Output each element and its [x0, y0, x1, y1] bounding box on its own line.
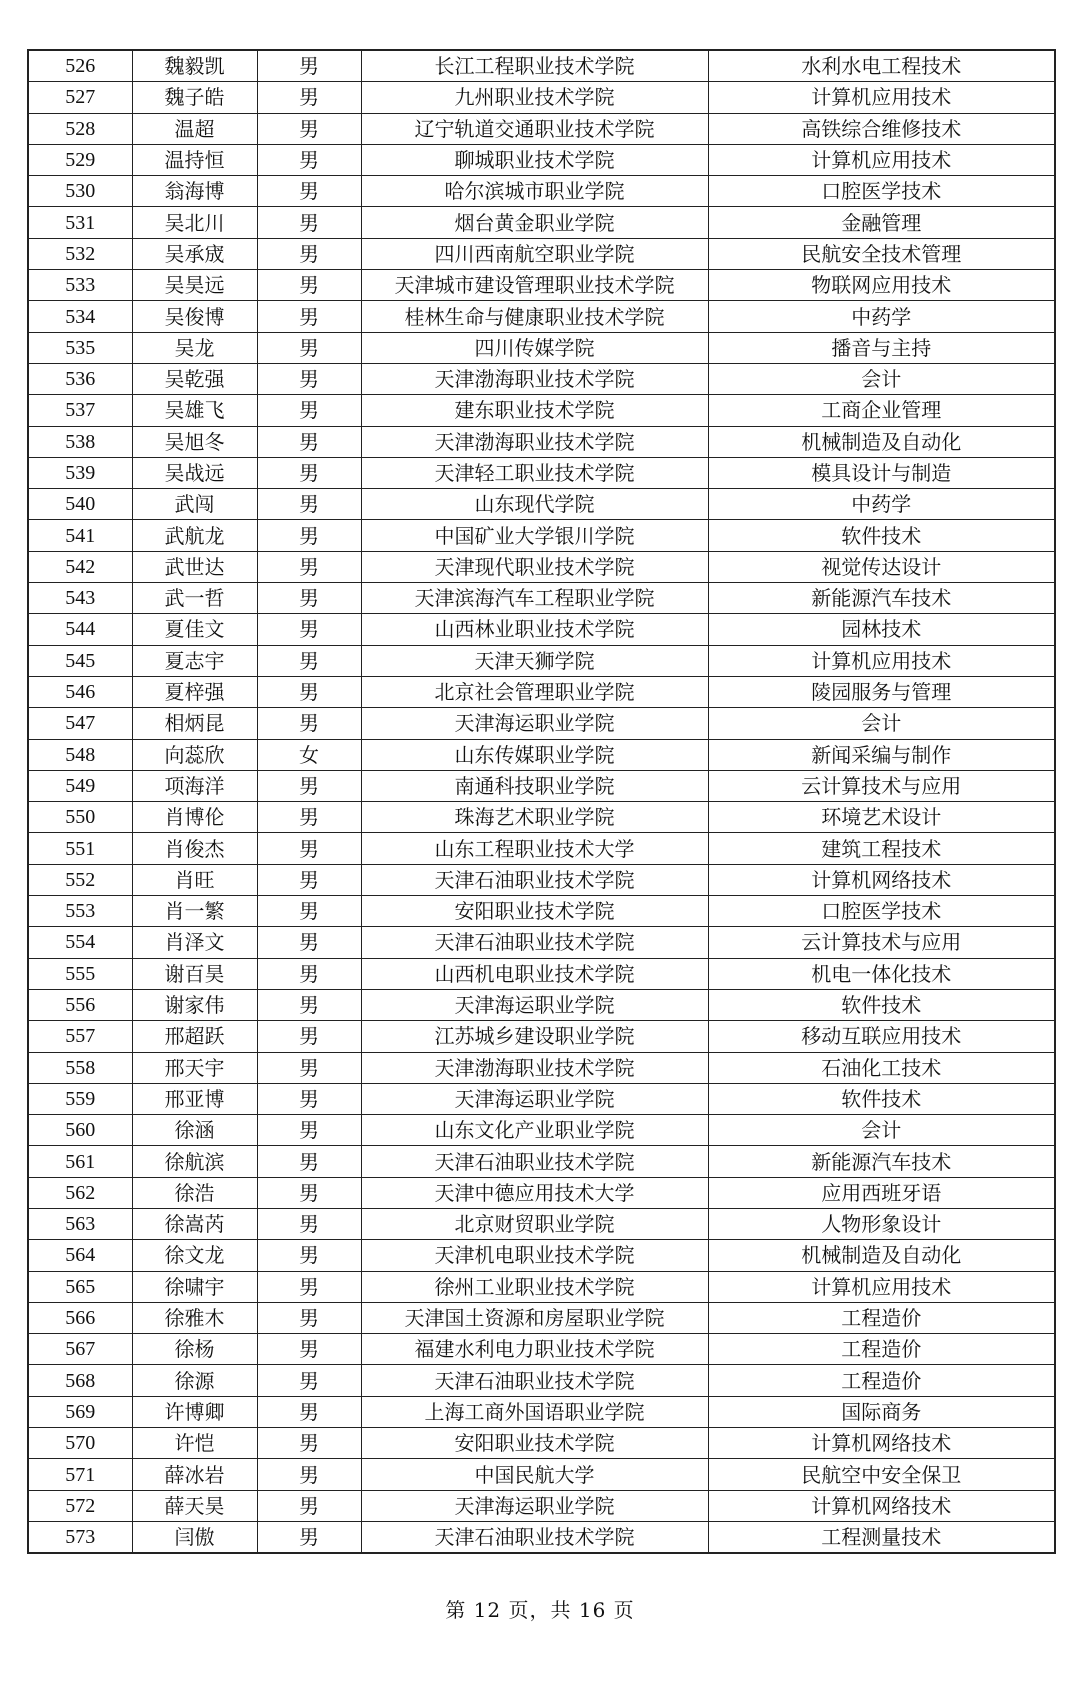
cell-gender: 男 — [257, 927, 361, 958]
cell-name: 吴北川 — [132, 207, 257, 238]
cell-name: 吴旭冬 — [132, 426, 257, 457]
cell-number: 542 — [28, 551, 132, 582]
cell-name: 徐杨 — [132, 1334, 257, 1365]
cell-gender: 男 — [257, 1115, 361, 1146]
roster-table — [27, 49, 1056, 1554]
cell-school: 天津国土资源和房屋职业学院 — [361, 1302, 708, 1333]
cell-number: 564 — [28, 1240, 132, 1271]
cell-gender: 男 — [257, 1177, 361, 1208]
cell-number: 565 — [28, 1271, 132, 1302]
cell-major: 云计算技术与应用 — [708, 770, 1055, 801]
cell-school: 聊城职业技术学院 — [361, 144, 708, 175]
table-row — [28, 144, 1055, 175]
table-row — [28, 1052, 1055, 1083]
cell-gender: 男 — [257, 551, 361, 582]
cell-major: 播音与主持 — [708, 332, 1055, 363]
cell-gender: 男 — [257, 1365, 361, 1396]
cell-major: 金融管理 — [708, 207, 1055, 238]
cell-school: 天津石油职业技术学院 — [361, 1146, 708, 1177]
cell-name: 吴雄飞 — [132, 395, 257, 426]
cell-number: 532 — [28, 238, 132, 269]
cell-school: 烟台黄金职业学院 — [361, 207, 708, 238]
cell-gender: 男 — [257, 1396, 361, 1427]
table-row — [28, 1490, 1055, 1521]
cell-number: 551 — [28, 833, 132, 864]
cell-gender: 男 — [257, 1083, 361, 1114]
cell-name: 闫傲 — [132, 1521, 257, 1553]
table-row — [28, 676, 1055, 707]
cell-name: 翁海博 — [132, 176, 257, 207]
table-row — [28, 489, 1055, 520]
cell-major: 计算机应用技术 — [708, 645, 1055, 676]
cell-school: 天津滨海汽车工程职业学院 — [361, 583, 708, 614]
cell-name: 肖俊杰 — [132, 833, 257, 864]
cell-school: 北京财贸职业学院 — [361, 1208, 708, 1239]
cell-gender: 男 — [257, 1208, 361, 1239]
table-row — [28, 833, 1055, 864]
table-row — [28, 426, 1055, 457]
cell-number: 553 — [28, 896, 132, 927]
cell-gender: 男 — [257, 770, 361, 801]
cell-number: 563 — [28, 1208, 132, 1239]
table-row — [28, 1083, 1055, 1114]
table-row — [28, 332, 1055, 363]
cell-gender: 男 — [257, 614, 361, 645]
cell-number: 543 — [28, 583, 132, 614]
table-row — [28, 82, 1055, 113]
cell-gender: 男 — [257, 457, 361, 488]
cell-name: 肖博伦 — [132, 802, 257, 833]
cell-school: 北京社会管理职业学院 — [361, 676, 708, 707]
cell-major: 环境艺术设计 — [708, 802, 1055, 833]
cell-school: 天津现代职业技术学院 — [361, 551, 708, 582]
cell-school: 天津海运职业学院 — [361, 1083, 708, 1114]
cell-number: 548 — [28, 739, 132, 770]
table-row — [28, 551, 1055, 582]
table-row — [28, 1271, 1055, 1302]
cell-gender: 男 — [257, 395, 361, 426]
table-row — [28, 1021, 1055, 1052]
cell-name: 徐浩 — [132, 1177, 257, 1208]
cell-name: 薛冰岩 — [132, 1459, 257, 1490]
cell-number: 536 — [28, 363, 132, 394]
cell-name: 薛天昊 — [132, 1490, 257, 1521]
cell-number: 539 — [28, 457, 132, 488]
cell-major: 国际商务 — [708, 1396, 1055, 1427]
cell-major: 应用西班牙语 — [708, 1177, 1055, 1208]
cell-gender: 男 — [257, 1521, 361, 1553]
cell-major: 民航空中安全保卫 — [708, 1459, 1055, 1490]
cell-number: 528 — [28, 113, 132, 144]
cell-gender: 男 — [257, 1334, 361, 1365]
cell-name: 武闯 — [132, 489, 257, 520]
cell-name: 许博卿 — [132, 1396, 257, 1427]
cell-major: 工程造价 — [708, 1365, 1055, 1396]
cell-major: 会计 — [708, 1115, 1055, 1146]
cell-major: 中药学 — [708, 301, 1055, 332]
cell-gender: 女 — [257, 739, 361, 770]
cell-number: 534 — [28, 301, 132, 332]
cell-major: 视觉传达设计 — [708, 551, 1055, 582]
cell-major: 计算机网络技术 — [708, 1428, 1055, 1459]
cell-major: 机械制造及自动化 — [708, 426, 1055, 457]
cell-school: 四川传媒学院 — [361, 332, 708, 363]
cell-gender: 男 — [257, 113, 361, 144]
cell-school: 长江工程职业技术学院 — [361, 50, 708, 82]
cell-major: 石油化工技术 — [708, 1052, 1055, 1083]
cell-number: 570 — [28, 1428, 132, 1459]
roster-table-body — [28, 50, 1055, 1553]
cell-school: 天津石油职业技术学院 — [361, 864, 708, 895]
cell-school: 山西机电职业技术学院 — [361, 958, 708, 989]
cell-school: 天津中德应用技术大学 — [361, 1177, 708, 1208]
cell-name: 徐嵩芮 — [132, 1208, 257, 1239]
cell-school: 南通科技职业学院 — [361, 770, 708, 801]
cell-name: 许恺 — [132, 1428, 257, 1459]
cell-school: 山东文化产业职业学院 — [361, 1115, 708, 1146]
cell-name: 邢超跃 — [132, 1021, 257, 1052]
cell-gender: 男 — [257, 833, 361, 864]
cell-gender: 男 — [257, 1271, 361, 1302]
cell-school: 江苏城乡建设职业学院 — [361, 1021, 708, 1052]
cell-name: 吴乾强 — [132, 363, 257, 394]
cell-name: 吴昊远 — [132, 270, 257, 301]
cell-school: 四川西南航空职业学院 — [361, 238, 708, 269]
cell-name: 项海洋 — [132, 770, 257, 801]
table-row — [28, 989, 1055, 1020]
table-row — [28, 301, 1055, 332]
table-row — [28, 1428, 1055, 1459]
cell-school: 天津渤海职业技术学院 — [361, 363, 708, 394]
table-row — [28, 739, 1055, 770]
cell-name: 夏梓强 — [132, 676, 257, 707]
cell-gender: 男 — [257, 1052, 361, 1083]
cell-gender: 男 — [257, 270, 361, 301]
cell-number: 573 — [28, 1521, 132, 1553]
table-row — [28, 113, 1055, 144]
cell-school: 山东工程职业技术大学 — [361, 833, 708, 864]
cell-school: 福建水利电力职业技术学院 — [361, 1334, 708, 1365]
cell-number: 559 — [28, 1083, 132, 1114]
page-number-footer: 第 12 页，共 16 页 — [445, 1598, 635, 1622]
cell-gender: 男 — [257, 332, 361, 363]
cell-major: 云计算技术与应用 — [708, 927, 1055, 958]
cell-school: 徐州工业职业技术学院 — [361, 1271, 708, 1302]
cell-school: 哈尔滨城市职业学院 — [361, 176, 708, 207]
cell-gender: 男 — [257, 864, 361, 895]
cell-gender: 男 — [257, 489, 361, 520]
cell-major: 口腔医学技术 — [708, 176, 1055, 207]
cell-number: 567 — [28, 1334, 132, 1365]
cell-major: 会计 — [708, 708, 1055, 739]
cell-name: 谢家伟 — [132, 989, 257, 1020]
cell-major: 园林技术 — [708, 614, 1055, 645]
cell-number: 537 — [28, 395, 132, 426]
cell-school: 辽宁轨道交通职业技术学院 — [361, 113, 708, 144]
cell-number: 530 — [28, 176, 132, 207]
cell-name: 徐雅木 — [132, 1302, 257, 1333]
cell-major: 新能源汽车技术 — [708, 583, 1055, 614]
cell-number: 571 — [28, 1459, 132, 1490]
cell-gender: 男 — [257, 1146, 361, 1177]
cell-major: 高铁综合维修技术 — [708, 113, 1055, 144]
cell-name: 夏佳文 — [132, 614, 257, 645]
cell-gender: 男 — [257, 50, 361, 82]
cell-school: 山东现代学院 — [361, 489, 708, 520]
cell-school: 安阳职业技术学院 — [361, 1428, 708, 1459]
cell-gender: 男 — [257, 363, 361, 394]
cell-number: 557 — [28, 1021, 132, 1052]
cell-gender: 男 — [257, 301, 361, 332]
cell-name: 温持恒 — [132, 144, 257, 175]
table-row — [28, 708, 1055, 739]
cell-gender: 男 — [257, 82, 361, 113]
table-row — [28, 958, 1055, 989]
table-row — [28, 1208, 1055, 1239]
cell-number: 541 — [28, 520, 132, 551]
cell-gender: 男 — [257, 1302, 361, 1333]
cell-major: 人物形象设计 — [708, 1208, 1055, 1239]
table-row — [28, 176, 1055, 207]
table-row — [28, 802, 1055, 833]
table-row — [28, 1240, 1055, 1271]
table-row — [28, 1521, 1055, 1553]
cell-number: 549 — [28, 770, 132, 801]
cell-school: 建东职业技术学院 — [361, 395, 708, 426]
cell-number: 550 — [28, 802, 132, 833]
cell-name: 邢天宇 — [132, 1052, 257, 1083]
cell-gender: 男 — [257, 958, 361, 989]
cell-gender: 男 — [257, 1240, 361, 1271]
table-row — [28, 207, 1055, 238]
cell-school: 天津海运职业学院 — [361, 989, 708, 1020]
cell-gender: 男 — [257, 1428, 361, 1459]
table-row — [28, 770, 1055, 801]
cell-number: 560 — [28, 1115, 132, 1146]
table-row — [28, 1334, 1055, 1365]
cell-gender: 男 — [257, 520, 361, 551]
table-row — [28, 896, 1055, 927]
cell-name: 肖一繁 — [132, 896, 257, 927]
cell-gender: 男 — [257, 207, 361, 238]
cell-name: 吴俊博 — [132, 301, 257, 332]
cell-number: 572 — [28, 1490, 132, 1521]
cell-major: 软件技术 — [708, 989, 1055, 1020]
cell-school: 天津海运职业学院 — [361, 708, 708, 739]
table-row — [28, 1146, 1055, 1177]
cell-school: 天津石油职业技术学院 — [361, 1365, 708, 1396]
cell-school: 天津石油职业技术学院 — [361, 927, 708, 958]
cell-school: 中国矿业大学银川学院 — [361, 520, 708, 551]
cell-number: 558 — [28, 1052, 132, 1083]
cell-school: 天津机电职业技术学院 — [361, 1240, 708, 1271]
cell-major: 工程造价 — [708, 1334, 1055, 1365]
cell-name: 徐源 — [132, 1365, 257, 1396]
cell-gender: 男 — [257, 426, 361, 457]
cell-school: 山东传媒职业学院 — [361, 739, 708, 770]
cell-number: 556 — [28, 989, 132, 1020]
cell-major: 软件技术 — [708, 520, 1055, 551]
cell-name: 温超 — [132, 113, 257, 144]
cell-major: 民航安全技术管理 — [708, 238, 1055, 269]
cell-school: 天津渤海职业技术学院 — [361, 1052, 708, 1083]
cell-gender: 男 — [257, 583, 361, 614]
cell-name: 魏毅凯 — [132, 50, 257, 82]
cell-number: 566 — [28, 1302, 132, 1333]
cell-gender: 男 — [257, 238, 361, 269]
cell-gender: 男 — [257, 989, 361, 1020]
cell-name: 邢亚博 — [132, 1083, 257, 1114]
cell-major: 工程测量技术 — [708, 1521, 1055, 1553]
table-row — [28, 1459, 1055, 1490]
cell-number: 569 — [28, 1396, 132, 1427]
cell-major: 软件技术 — [708, 1083, 1055, 1114]
cell-major: 模具设计与制造 — [708, 457, 1055, 488]
cell-major: 工程造价 — [708, 1302, 1055, 1333]
cell-major: 会计 — [708, 363, 1055, 394]
cell-name: 魏子皓 — [132, 82, 257, 113]
cell-name: 吴承宬 — [132, 238, 257, 269]
cell-major: 新能源汽车技术 — [708, 1146, 1055, 1177]
cell-gender: 男 — [257, 144, 361, 175]
cell-gender: 男 — [257, 1490, 361, 1521]
table-row — [28, 614, 1055, 645]
cell-major: 移动互联应用技术 — [708, 1021, 1055, 1052]
cell-school: 天津天狮学院 — [361, 645, 708, 676]
cell-name: 吴龙 — [132, 332, 257, 363]
cell-school: 中国民航大学 — [361, 1459, 708, 1490]
cell-gender: 男 — [257, 896, 361, 927]
table-row — [28, 457, 1055, 488]
cell-name: 武航龙 — [132, 520, 257, 551]
cell-gender: 男 — [257, 176, 361, 207]
cell-number: 568 — [28, 1365, 132, 1396]
cell-major: 陵园服务与管理 — [708, 676, 1055, 707]
cell-name: 徐文龙 — [132, 1240, 257, 1271]
cell-number: 554 — [28, 927, 132, 958]
cell-school: 上海工商外国语职业学院 — [361, 1396, 708, 1427]
table-row — [28, 927, 1055, 958]
cell-number: 540 — [28, 489, 132, 520]
table-row — [28, 50, 1055, 82]
cell-number: 527 — [28, 82, 132, 113]
table-row — [28, 238, 1055, 269]
cell-major: 新闻采编与制作 — [708, 739, 1055, 770]
cell-major: 计算机网络技术 — [708, 864, 1055, 895]
cell-number: 545 — [28, 645, 132, 676]
cell-gender: 男 — [257, 802, 361, 833]
cell-gender: 男 — [257, 676, 361, 707]
table-row — [28, 1177, 1055, 1208]
cell-gender: 男 — [257, 708, 361, 739]
cell-number: 529 — [28, 144, 132, 175]
table-row — [28, 363, 1055, 394]
table-row — [28, 583, 1055, 614]
cell-school: 安阳职业技术学院 — [361, 896, 708, 927]
cell-name: 武一哲 — [132, 583, 257, 614]
cell-name: 徐啸宇 — [132, 1271, 257, 1302]
cell-number: 546 — [28, 676, 132, 707]
table-row — [28, 645, 1055, 676]
cell-school: 天津轻工职业技术学院 — [361, 457, 708, 488]
cell-major: 计算机应用技术 — [708, 1271, 1055, 1302]
cell-number: 555 — [28, 958, 132, 989]
cell-major: 计算机应用技术 — [708, 82, 1055, 113]
cell-major: 机电一体化技术 — [708, 958, 1055, 989]
table-row — [28, 864, 1055, 895]
cell-number: 531 — [28, 207, 132, 238]
cell-number: 538 — [28, 426, 132, 457]
cell-name: 徐涵 — [132, 1115, 257, 1146]
cell-name: 徐航滨 — [132, 1146, 257, 1177]
cell-number: 552 — [28, 864, 132, 895]
cell-name: 肖旺 — [132, 864, 257, 895]
cell-school: 九州职业技术学院 — [361, 82, 708, 113]
cell-number: 535 — [28, 332, 132, 363]
cell-gender: 男 — [257, 645, 361, 676]
table-row — [28, 395, 1055, 426]
cell-gender: 男 — [257, 1459, 361, 1490]
cell-name: 武世达 — [132, 551, 257, 582]
cell-major: 水利水电工程技术 — [708, 50, 1055, 82]
cell-number: 526 — [28, 50, 132, 82]
cell-major: 工商企业管理 — [708, 395, 1055, 426]
table-row — [28, 520, 1055, 551]
cell-gender: 男 — [257, 1021, 361, 1052]
table-row — [28, 1396, 1055, 1427]
cell-name: 相炳昆 — [132, 708, 257, 739]
cell-school: 山西林业职业技术学院 — [361, 614, 708, 645]
cell-major: 中药学 — [708, 489, 1055, 520]
cell-name: 夏志宇 — [132, 645, 257, 676]
cell-number: 562 — [28, 1177, 132, 1208]
cell-major: 计算机网络技术 — [708, 1490, 1055, 1521]
cell-number: 544 — [28, 614, 132, 645]
cell-school: 天津渤海职业技术学院 — [361, 426, 708, 457]
cell-major: 机械制造及自动化 — [708, 1240, 1055, 1271]
cell-school: 珠海艺术职业学院 — [361, 802, 708, 833]
cell-school: 天津海运职业学院 — [361, 1490, 708, 1521]
cell-name: 谢百昊 — [132, 958, 257, 989]
cell-number: 561 — [28, 1146, 132, 1177]
table-row — [28, 1302, 1055, 1333]
cell-school: 天津石油职业技术学院 — [361, 1521, 708, 1553]
cell-name: 吴战远 — [132, 457, 257, 488]
cell-major: 物联网应用技术 — [708, 270, 1055, 301]
cell-major: 口腔医学技术 — [708, 896, 1055, 927]
cell-number: 547 — [28, 708, 132, 739]
cell-school: 桂林生命与健康职业技术学院 — [361, 301, 708, 332]
table-row — [28, 1115, 1055, 1146]
cell-school: 天津城市建设管理职业技术学院 — [361, 270, 708, 301]
cell-number: 533 — [28, 270, 132, 301]
table-row — [28, 270, 1055, 301]
cell-major: 计算机应用技术 — [708, 144, 1055, 175]
cell-name: 向蕊欣 — [132, 739, 257, 770]
cell-major: 建筑工程技术 — [708, 833, 1055, 864]
table-row — [28, 1365, 1055, 1396]
cell-name: 肖泽文 — [132, 927, 257, 958]
